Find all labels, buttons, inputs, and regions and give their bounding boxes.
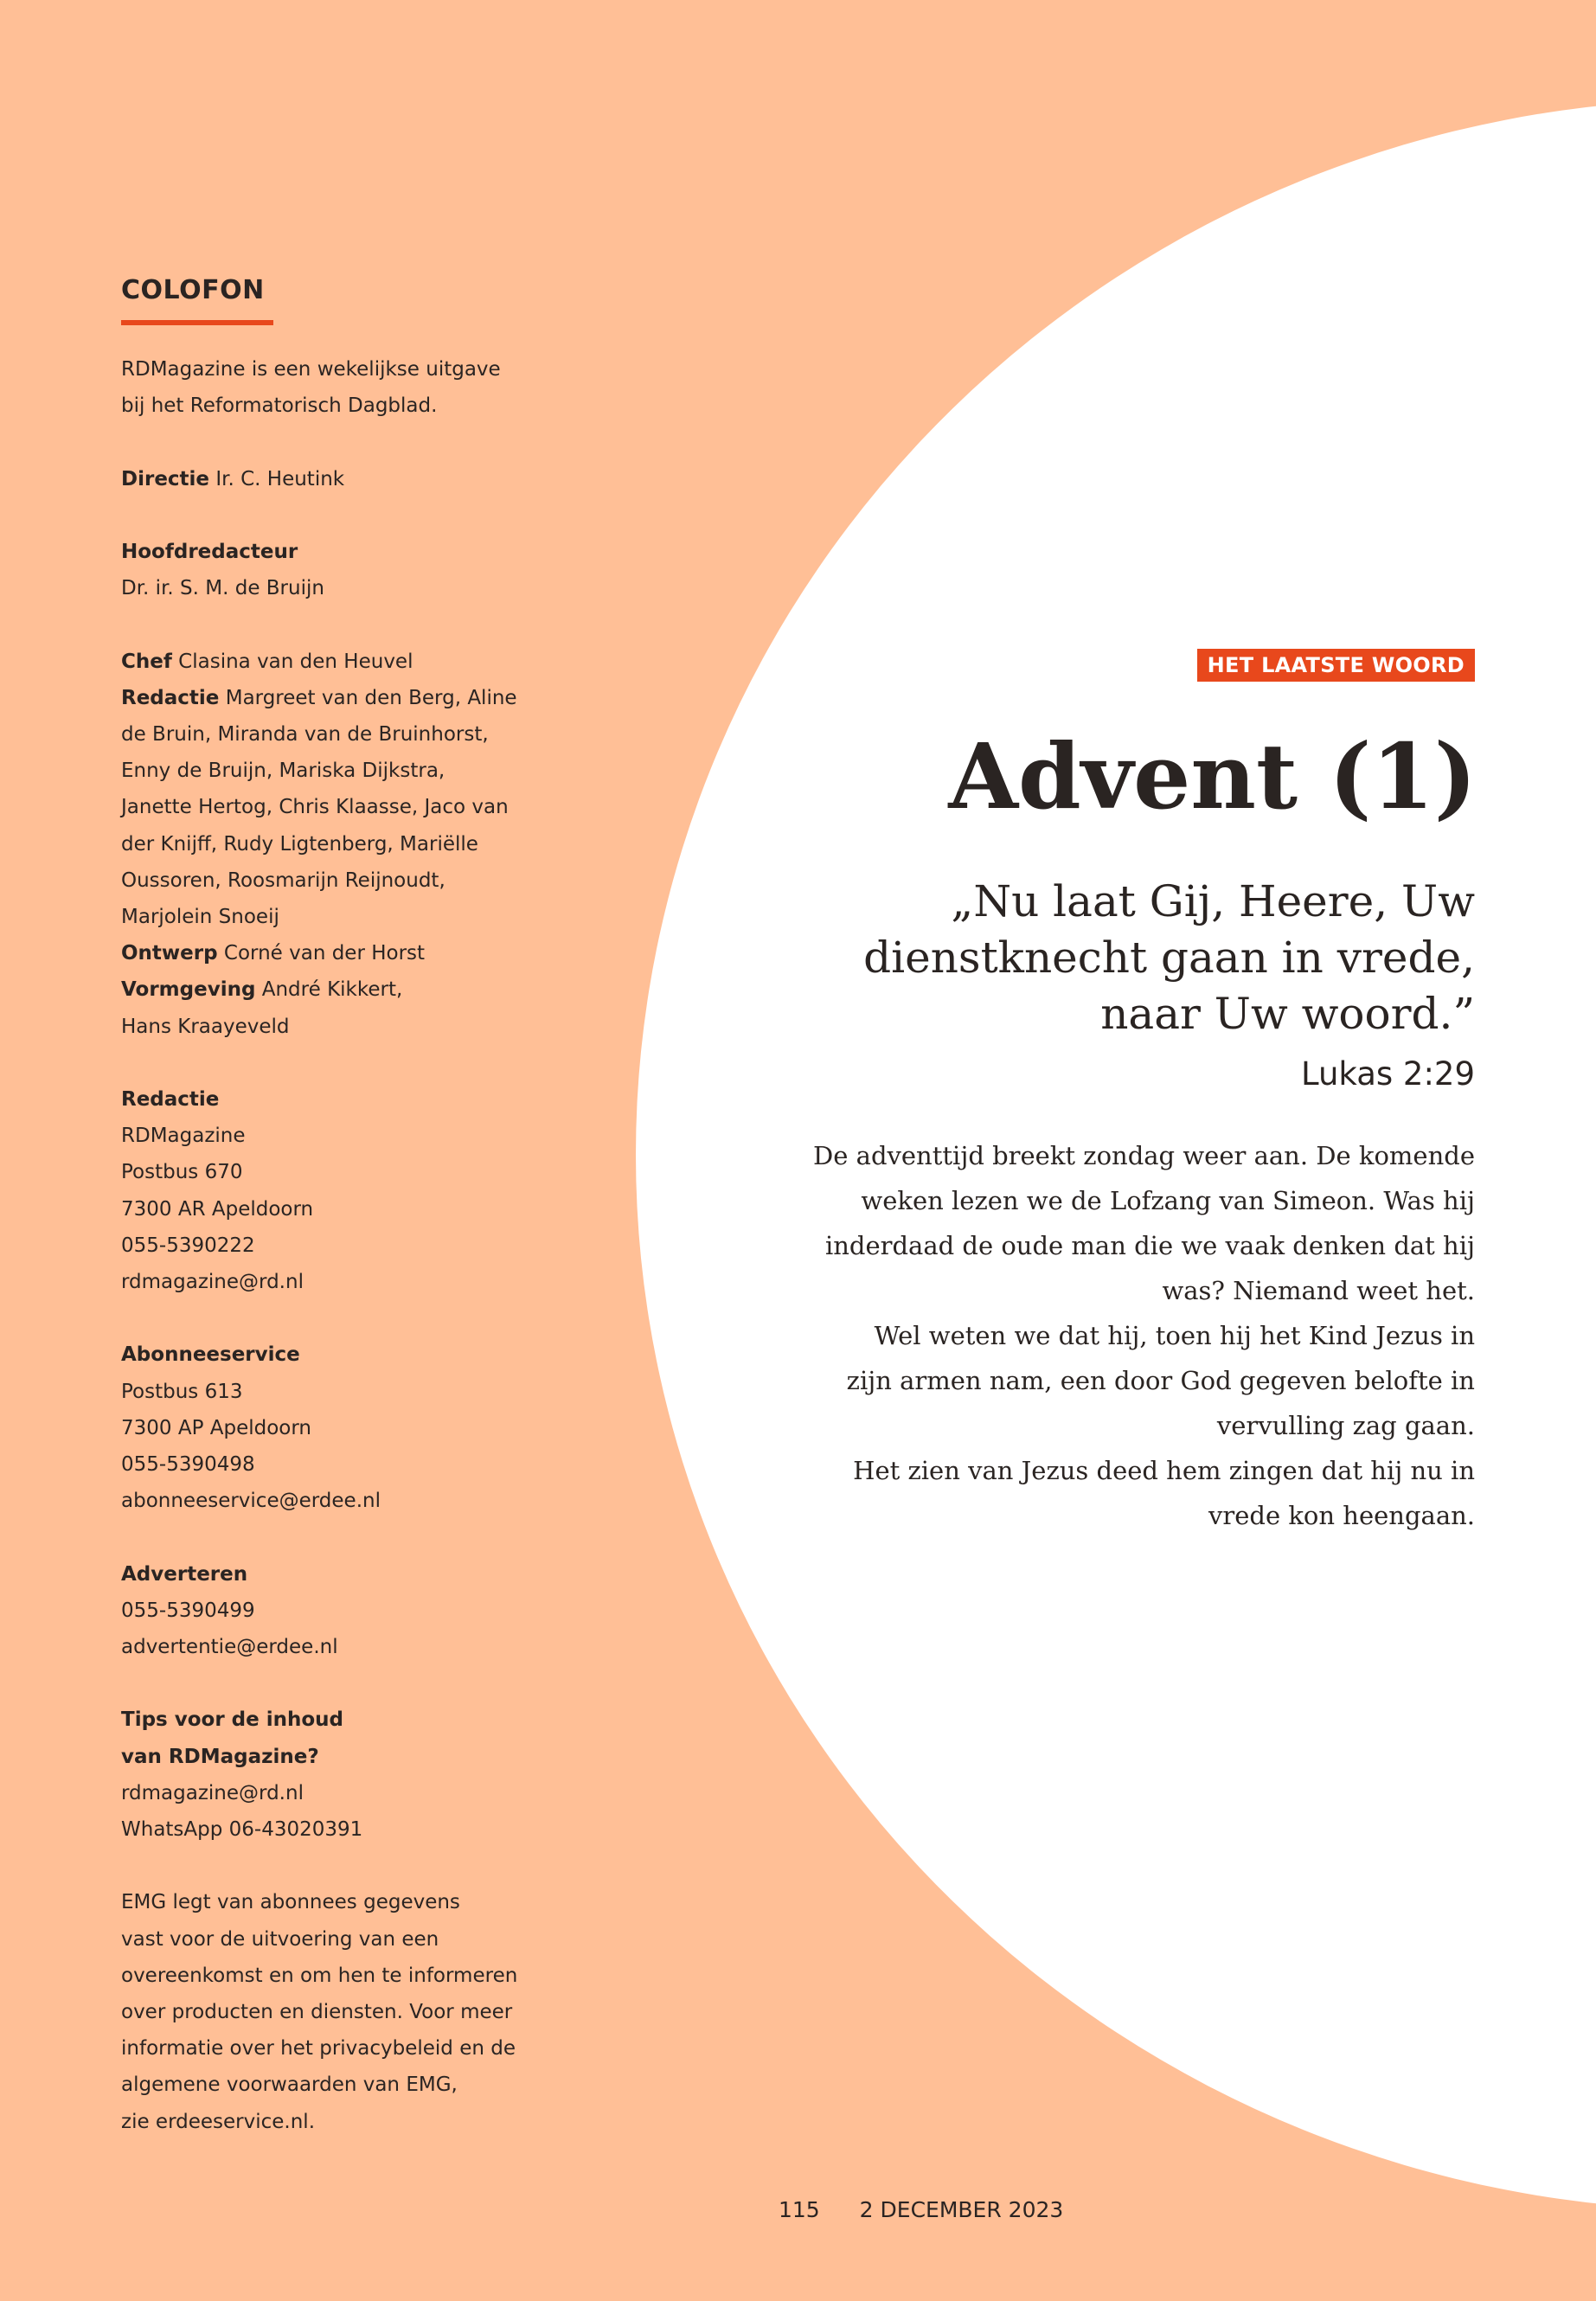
colofon-adverteren [121, 1556, 554, 1666]
quote-line: „Nu laat Gij, Heere, Uw [951, 876, 1475, 926]
ontwerp-label: Ontwerp [121, 942, 218, 965]
redactie-names-line: Marjolein Snoeij [121, 906, 279, 928]
page-number: 115 [779, 2197, 820, 2222]
phone-number: 055-5390222 [121, 1234, 255, 1257]
body-line: vervulling zag gaan. [1216, 1411, 1475, 1440]
vormgeving-label: Vormgeving [121, 978, 256, 1002]
phone-number: 055-5390498 [121, 1453, 255, 1477]
body-line: zijn armen nam, een door God gegeven belofte in [846, 1366, 1475, 1395]
vormgeving-value-line: Hans Kraayeveld [121, 1015, 290, 1038]
section-kicker-badge: HET LAATSTE WOORD [1197, 649, 1475, 682]
directie-label: Directie [121, 467, 210, 490]
colofon-abonneeservice [121, 1336, 554, 1519]
redactie-value: Margreet van den Berg, Aline [225, 686, 517, 709]
chef-value: Clasina van den Heuvel [178, 650, 413, 673]
colofon-title-underline [121, 320, 273, 325]
tips-label: Tips voor de inhoud [121, 1708, 344, 1732]
address-line: 7300 AP Apeldoorn [121, 1416, 312, 1439]
body-line: De adventtijd breekt zondag weer aan. De komende [813, 1141, 1475, 1170]
intro-line: bij het Reformatorisch Dagblad. [121, 394, 438, 418]
privacy-line: vast voor de uitvoering van een [121, 1927, 439, 1951]
redactie-names-line: Enny de Bruijn, Mariska Dijkstra, [121, 760, 445, 783]
quote-line: dienstknecht gaan in vrede, [863, 933, 1475, 983]
colofon-column [121, 268, 554, 2176]
redactie-names-line: de Bruin, Miranda van de Bruinhorst, [121, 722, 489, 746]
email-link: abonneeservice@erdee.nl [121, 1490, 381, 1513]
whatsapp-number: WhatsApp 06-43020391 [121, 1818, 363, 1842]
email-link: rdmagazine@rd.nl [121, 1781, 304, 1804]
article-body [783, 1133, 1475, 1538]
directie-value: Ir. C. Heutink [215, 467, 345, 490]
privacy-line: overeenkomst en om hen te informeren [121, 1964, 518, 1987]
intro-line: RDMagazine is een wekelijkse uitgave [121, 358, 501, 381]
redactie-names-line: Janette Hertog, Chris Klaasse, Jaco van [121, 796, 509, 819]
ontwerp-value: Corné van der Horst [223, 942, 426, 965]
quote-line: naar Uw woord.” [1100, 989, 1475, 1039]
body-line: Wel weten we dat hij, toen hij het Kind Jezus in [874, 1321, 1475, 1350]
chef-label: Chef [121, 650, 172, 673]
address-line: 7300 AR Apeldoorn [121, 1197, 314, 1221]
email-link: advertentie@erdee.nl [121, 1636, 338, 1659]
privacy-line: zie erdeeservice.nl. [121, 2110, 316, 2133]
colofon-staff [121, 644, 554, 1045]
phone-number: 055-5390499 [121, 1599, 255, 1622]
redactie-address-label: Redactie [121, 1088, 220, 1111]
page-footer [779, 2193, 1063, 2227]
address-line: Postbus 670 [121, 1161, 243, 1184]
scripture-reference: Lukas 2:29 [1301, 1055, 1475, 1093]
abonneeservice-label: Abonneeservice [121, 1343, 300, 1367]
colofon-directie [121, 461, 554, 497]
privacy-line: informatie over het privacybeleid en de [121, 2037, 516, 2061]
body-line: was? Niemand weet het. [1162, 1276, 1475, 1305]
hoofdredacteur-label: Hoofdredacteur [121, 540, 298, 563]
body-line: inderdaad de oude man die we vaak denken dat hij [824, 1231, 1475, 1260]
redactie-names-line: Oussoren, Roosmarijn Reijnoudt, [121, 868, 445, 892]
article-title: Advent (1) [948, 723, 1477, 830]
privacy-line: over producten en diensten. Voor meer [121, 2001, 513, 2024]
colofon-hoofdredacteur [121, 534, 554, 606]
address-line: RDMagazine [121, 1125, 246, 1148]
adverteren-label: Adverteren [121, 1562, 248, 1586]
body-line: weken lezen we de Lofzang van Simeon. Was hij [861, 1186, 1475, 1215]
colofon-intro [121, 351, 554, 424]
body-line: Het zien van Jezus deed hem zingen dat hij nu in [853, 1456, 1475, 1485]
tips-label: van RDMagazine? [121, 1745, 319, 1768]
colofon-privacy [121, 1884, 554, 2139]
hoofdredacteur-value: Dr. ir. S. M. de Bruijn [121, 577, 324, 600]
issue-date: 2 DECEMBER 2023 [859, 2197, 1064, 2222]
vormgeving-value: André Kikkert, [261, 978, 403, 1002]
colofon-tips [121, 1702, 554, 1848]
colofon-redactie-address [121, 1081, 554, 1300]
colofon-title: COLOFON [121, 275, 265, 305]
privacy-line: EMG legt van abonnees gegevens [121, 1891, 460, 1914]
redactie-label: Redactie [121, 686, 220, 709]
scripture-quote [766, 874, 1475, 1042]
body-line: vrede kon heengaan. [1208, 1501, 1475, 1530]
privacy-line: algemene voorwaarden van EMG, [121, 2073, 458, 2097]
email-link: rdmagazine@rd.nl [121, 1271, 304, 1294]
address-line: Postbus 613 [121, 1380, 243, 1403]
redactie-names-line: der Knijff, Rudy Ligtenberg, Mariëlle [121, 832, 478, 856]
